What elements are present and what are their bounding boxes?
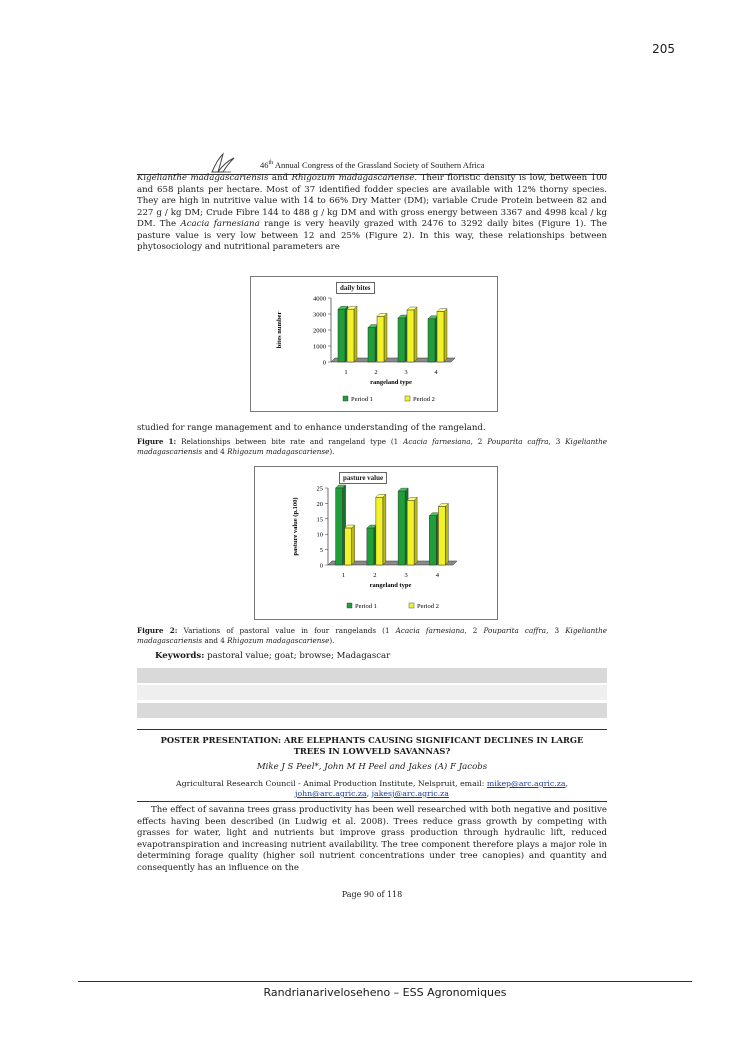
- legend-swatch-1: [347, 603, 352, 608]
- y-tick-label: 3000: [313, 311, 326, 319]
- bar-period-1-3: [398, 318, 405, 362]
- shaded-band-1: [137, 668, 607, 683]
- bar-side: [414, 307, 417, 362]
- y-tick-label: 1000: [313, 343, 326, 351]
- page-of-indicator: Page 90 of 118: [341, 890, 403, 899]
- intro-paragraph: Kigelianthe madagascariensis and Rhigozum madagascariense. Their floristic density is low, between 100 and 658 plants per hectare. Most of 37 identified fodder species are available with 12% thorny species. They are high in nutritive value with 14 to 66% Dry Matter (DM); variable Crude Protein between 82 and 227 g / kg DM; Crude Fibre 144 to 488 g / kg DM and with gross energy between 3367 and 4998 kcal / kg DM. The Acacia farnesiana range is very heavily grazed with 2476 to 3292 daily bites (Figure 1). The pasture value is very low between 12 and 25% (Figure 2). In this way, these relationships between phytosociology and nutritional parameters are: [137, 173, 608, 252]
- y-tick-label: 15: [316, 516, 323, 524]
- legend-swatch-1: [343, 396, 348, 401]
- figure-2-caption: Figure 2: Variations of pastoral value in four rangelands (1 Acacia farnesiana, 2 Pouparita caffra, 3 Kigelianthe madagascariensis and 4 Rhigozum madagascariense).: [137, 626, 607, 645]
- continuation-paragraph: studied for range management and to enhance understanding of the rangeland.: [137, 423, 486, 433]
- x-axis-label: rangeland type: [370, 379, 412, 386]
- bar-side: [384, 313, 387, 362]
- x-tick-label: 1: [344, 369, 348, 376]
- figure-2-box: [254, 466, 498, 620]
- figure-1-box: [250, 276, 498, 412]
- y-tick-label: 10: [316, 531, 323, 539]
- bar-period-1-2: [367, 528, 374, 565]
- x-tick-label: 2: [373, 572, 377, 579]
- footer-rule: [78, 981, 692, 982]
- legend-label-2: Period 2: [413, 396, 435, 403]
- pasture-value-chart: [255, 467, 497, 619]
- y-tick-label: 0: [322, 359, 326, 367]
- email-link-john[interactable]: john@arc.agric.za: [295, 789, 367, 798]
- poster-body: The effect of savanna trees grass productivity has been well researched with both negative and positive effects having been described (in Ludwig et al. 2008). Trees reduce grass growth by competing with grasses for water, light and nutrients but improve grass production through hydraulic lift, reduced evapotranspiration and increasing nutrient availability. The tree component therefore plays a major role in determining forage quality (higher soil nutrient concentrations under tree canopies) and quantity and consequently has an influence on the: [137, 805, 607, 873]
- bar-period-1-1: [338, 309, 345, 362]
- x-tick-label: 3: [404, 369, 408, 376]
- y-tick-label: 2000: [313, 327, 326, 335]
- footer-author: Randrianariveloseheno – ESS Agronomiques: [263, 986, 507, 999]
- keywords: Keywords: pastoral value; goat; browse; Madagascar: [155, 651, 391, 661]
- bar-side: [352, 525, 355, 565]
- y-tick-label: 5: [319, 547, 323, 555]
- shaded-band-2: [137, 685, 607, 700]
- y-tick-label: 4000: [313, 295, 326, 303]
- page-number: 205: [652, 42, 675, 56]
- y-tick-label: 25: [316, 485, 323, 493]
- bar-period-2-2: [376, 497, 383, 565]
- bar-side: [445, 503, 448, 565]
- y-tick-label: 20: [316, 500, 323, 508]
- x-axis-label: rangeland type: [369, 582, 412, 589]
- x-tick-label: 3: [404, 572, 408, 579]
- bar-side: [354, 306, 357, 362]
- bar-side: [444, 309, 447, 362]
- bar-period-2-1: [347, 309, 354, 362]
- y-axis-label: bites number: [276, 311, 283, 349]
- x-tick-label: 4: [434, 369, 438, 376]
- poster-title-line-2: TREES IN LOWVELD SAVANNAS?: [293, 746, 451, 756]
- bar-period-2-2: [377, 316, 384, 362]
- shaded-band-3: [137, 703, 607, 718]
- bar-side: [414, 497, 417, 565]
- x-tick-label: 2: [374, 369, 378, 376]
- bar-period-2-3: [407, 310, 414, 362]
- conference-header: [137, 152, 607, 175]
- poster-title: [137, 729, 607, 757]
- bar-side: [383, 494, 386, 565]
- poster-authors: Mike J S Peel*, John M H Peel and Jakes (A) F Jacobs: [256, 762, 488, 772]
- chart-2-title: pasture value: [339, 472, 387, 484]
- poster-title-line-1: POSTER PRESENTATION: ARE ELEPHANTS CAUSING SIGNIFICANT DECLINES IN LARGE: [160, 735, 584, 745]
- daily-bites-chart: [251, 277, 497, 411]
- legend-swatch-2: [409, 603, 414, 608]
- bar-period-1-3: [398, 491, 405, 565]
- bar-period-2-4: [438, 506, 445, 565]
- legend-label-2: Period 2: [417, 603, 439, 610]
- email-link-jakesj[interactable]: jakesj@arc.agric.za: [371, 789, 449, 798]
- bar-period-2-3: [407, 500, 414, 565]
- bar-period-1-1: [336, 488, 343, 565]
- bar-period-1-2: [368, 328, 375, 362]
- y-tick-label: 0: [319, 562, 323, 570]
- bar-period-1-4: [428, 319, 435, 362]
- bar-period-2-4: [437, 312, 444, 362]
- x-tick-label: 4: [435, 572, 439, 579]
- conference-title: 46th Annual Congress of the Grassland Society of Southern Africa: [260, 160, 485, 170]
- y-axis-label: pasture value (p.100): [292, 497, 299, 556]
- chart-1-title: daily bites: [336, 282, 375, 294]
- bar-period-2-1: [345, 528, 352, 565]
- legend-label-1: Period 1: [351, 396, 373, 403]
- legend-swatch-2: [405, 396, 410, 401]
- bar-period-1-4: [429, 516, 436, 565]
- figure-1-caption: Figure 1: Relationships between bite rate and rangeland type (1 Acacia farnesiana, 2 Pouparita caffra, 3 Kigelianthe madagascariensis and 4 Rhigozum madagascariense).: [137, 437, 607, 456]
- x-tick-label: 1: [342, 572, 346, 579]
- email-link-mikep[interactable]: mikep@arc.agric.za: [486, 779, 566, 788]
- poster-affiliation: Agricultural Research Council - Animal Production Institute, Nelspruit, email: mikep@arc.agric.za, john@arc.agric.za, jakesj@arc.agric.za: [137, 779, 607, 802]
- legend-label-1: Period 1: [355, 603, 377, 610]
